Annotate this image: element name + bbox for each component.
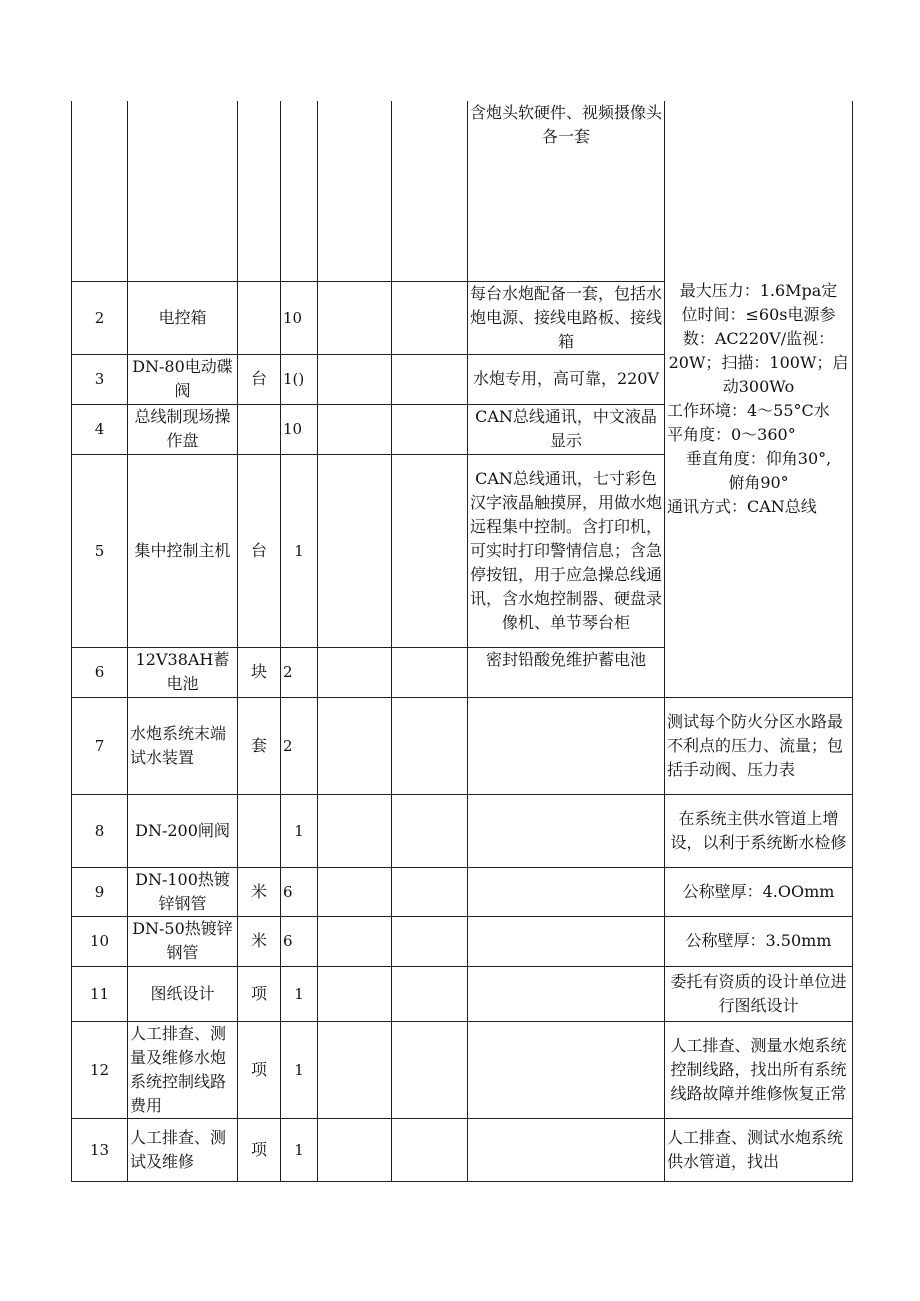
blank-cell [318, 101, 392, 281]
row-number-cell: 3 [72, 354, 128, 404]
spec-line: 动300Wo [722, 376, 795, 396]
unit-cell: 块 [238, 647, 281, 697]
quantity-cell: 1 [281, 1021, 318, 1118]
row-number-cell: 7 [72, 697, 128, 794]
quantity-cell: 1 [281, 794, 318, 867]
row-number-cell: 12 [72, 1021, 128, 1118]
blank-cell [392, 454, 468, 647]
blank-cell [318, 1021, 392, 1118]
blank-cell [318, 354, 392, 404]
blank-cell [392, 966, 468, 1021]
blank-cell [318, 794, 392, 867]
blank-cell [318, 867, 392, 916]
description-cell: CAN总线通讯，中文液晶显示 [468, 404, 665, 454]
spec-line: 平角度：0～360° [667, 424, 796, 444]
spec-line: 俯角90° [728, 472, 789, 492]
blank-cell [392, 867, 468, 916]
blank-cell [392, 794, 468, 867]
merged-spec-cell [665, 101, 853, 697]
quantity-cell [281, 101, 318, 281]
spec-line: 垂直角度：仰角30°, [685, 448, 832, 468]
description-cell [468, 966, 665, 1021]
table-row [72, 101, 853, 281]
item-name-cell: 图纸设计 [128, 966, 238, 1021]
table-row [72, 794, 853, 867]
row-number-cell: 4 [72, 404, 128, 454]
quantity-cell: 10 [281, 281, 318, 354]
quantity-cell: 6 [281, 916, 318, 966]
item-name-cell [128, 101, 238, 281]
blank-cell [318, 1118, 392, 1181]
spec-cell: 人工排查、测试水炮系统供水管道，找出 [665, 1118, 853, 1181]
blank-cell [318, 454, 392, 647]
quantity-cell: 1 [281, 966, 318, 1021]
blank-cell [392, 354, 468, 404]
row-number-cell: 8 [72, 794, 128, 867]
item-name-cell: 水炮系统末端试水装置 [128, 697, 238, 794]
description-cell [468, 1021, 665, 1118]
blank-cell [318, 281, 392, 354]
unit-cell: 项 [238, 1118, 281, 1181]
item-name-cell: 总线制现场操作盘 [128, 404, 238, 454]
row-number-cell: 9 [72, 867, 128, 916]
unit-cell [238, 404, 281, 454]
description-cell [468, 697, 665, 794]
row-number-cell: 13 [72, 1118, 128, 1181]
row-number-cell: 11 [72, 966, 128, 1021]
equipment-spec-table [71, 101, 853, 1182]
unit-cell: 套 [238, 697, 281, 794]
blank-cell [392, 404, 468, 454]
table-row [72, 697, 853, 794]
quantity-cell: 6 [281, 867, 318, 916]
unit-cell: 项 [238, 966, 281, 1021]
item-name-cell: 电控箱 [128, 281, 238, 354]
description-cell [468, 794, 665, 867]
blank-cell [392, 101, 468, 281]
description-cell: 每台水炮配备一套，包括水炮电源、接线电路板、接线箱 [468, 281, 665, 354]
item-name-cell: DN-100热镀锌钢管 [128, 867, 238, 916]
item-name-cell: DN-80电动碟阀 [128, 354, 238, 404]
quantity-cell: 1 [281, 454, 318, 647]
unit-cell [238, 101, 281, 281]
blank-cell [318, 647, 392, 697]
row-number-cell: 6 [72, 647, 128, 697]
quantity-cell: 2 [281, 697, 318, 794]
blank-cell [392, 1118, 468, 1181]
spec-line: 位时间：≤60s电源参 [681, 304, 836, 324]
item-name-cell: DN-50热镀锌钢管 [128, 916, 238, 966]
spec-cell: 公称壁厚：4.OOmm [665, 867, 853, 916]
row-number-cell: 10 [72, 916, 128, 966]
blank-cell [318, 916, 392, 966]
item-name-cell: 12V38AH蓄电池 [128, 647, 238, 697]
row-number-cell: 2 [72, 281, 128, 354]
unit-cell: 台 [238, 354, 281, 404]
quantity-cell: 1 [281, 1118, 318, 1181]
blank-cell [392, 916, 468, 966]
description-cell: 含炮头软硬件、视频摄像头各一套 [468, 101, 665, 281]
item-name-cell: 集中控制主机 [128, 454, 238, 647]
quantity-cell: 10 [281, 404, 318, 454]
spec-line: 20W；扫描：100W；启 [668, 352, 849, 372]
spec-line: 工作环境：4～55°C水 [667, 400, 830, 420]
table-row [72, 916, 853, 966]
unit-cell: 台 [238, 454, 281, 647]
description-cell [468, 916, 665, 966]
description-cell [468, 867, 665, 916]
spec-line: 通讯方式：CAN总线 [667, 496, 817, 516]
blank-cell [318, 404, 392, 454]
spec-cell: 公称壁厚：3.50mm [665, 916, 853, 966]
table-row [72, 1021, 853, 1118]
table-row [72, 1118, 853, 1181]
unit-cell: 项 [238, 1021, 281, 1118]
blank-cell [392, 697, 468, 794]
quantity-cell: 2 [281, 647, 318, 697]
row-number-cell: 5 [72, 454, 128, 647]
blank-cell [392, 647, 468, 697]
unit-cell [238, 281, 281, 354]
description-cell [468, 1118, 665, 1181]
spec-cell: 人工排查、测量水炮系统控制线路，找出所有系统线路故障并维修恢复正常 [665, 1021, 853, 1118]
table-row [72, 966, 853, 1021]
description-cell: 密封铅酸免维护蓄电池 [468, 647, 665, 697]
spec-cell: 测试每个防火分区水路最不利点的压力、流量；包括手动阀、压力表 [665, 697, 853, 794]
blank-cell [392, 281, 468, 354]
description-cell: 水炮专用，高可靠，220V [468, 354, 665, 404]
unit-cell: 米 [238, 916, 281, 966]
blank-cell [392, 1021, 468, 1118]
description-cell: CAN总线通讯，七寸彩色汉字液晶触摸屏，用做水炮远程集中控制。含打印机，可实时打印警情信息；含急停按钮，用于应急操总线通讯，含水炮控制器、硬盘录像机、单节琴台柜 [468, 454, 665, 647]
blank-cell [318, 966, 392, 1021]
unit-cell: 米 [238, 867, 281, 916]
quantity-cell: 1() [281, 354, 318, 404]
item-name-cell: 人工排查、测试及维修 [128, 1118, 238, 1181]
table-row [72, 867, 853, 916]
spec-line: 数：AC220V/监视： [682, 328, 835, 348]
blank-cell [318, 697, 392, 794]
spec-cell: 委托有资质的设计单位进行图纸设计 [665, 966, 853, 1021]
item-name-cell: 人工排查、测量及维修水炮系统控制线路费用 [128, 1021, 238, 1118]
spec-line: 最大压力：1.6Mpa定 [679, 280, 838, 300]
spec-cell: 在系统主供水管道上增设，以利于系统断水检修 [665, 794, 853, 867]
row-number-cell [72, 101, 128, 281]
unit-cell [238, 794, 281, 867]
item-name-cell: DN-200闸阀 [128, 794, 238, 867]
